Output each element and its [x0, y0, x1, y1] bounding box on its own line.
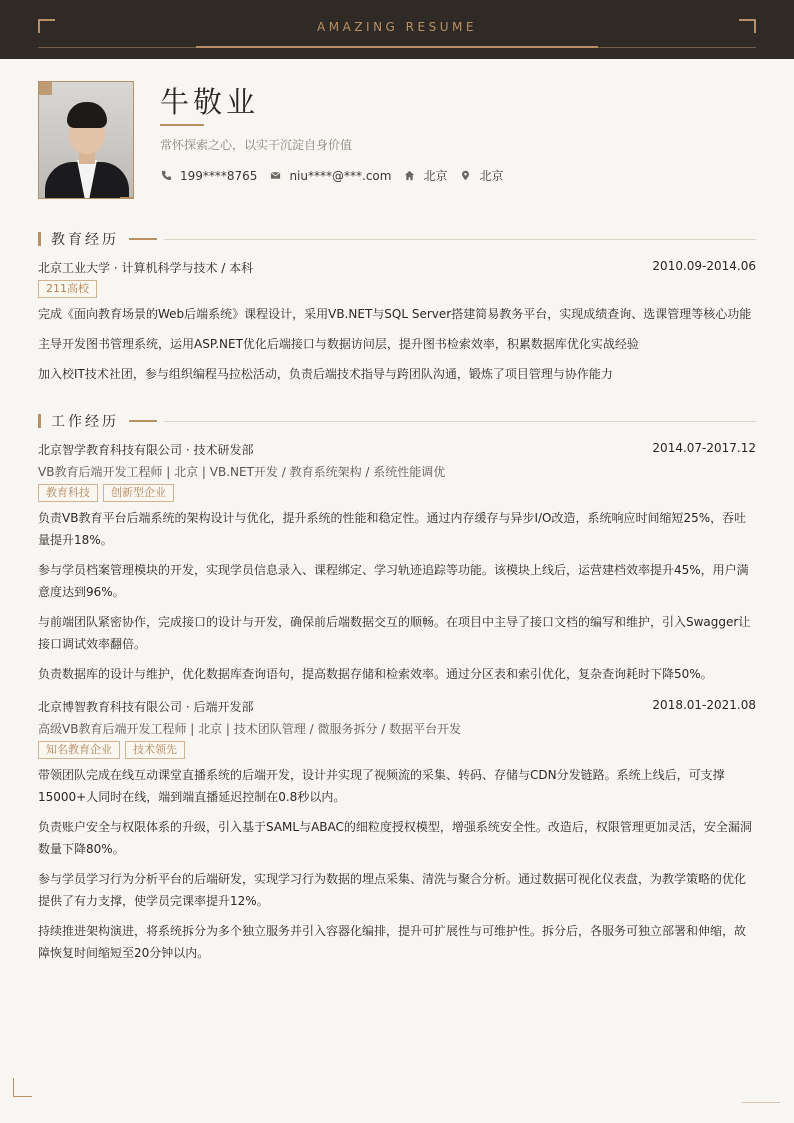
tag-badge: 创新型企业 [103, 484, 174, 502]
job-item: 参与学员学习行为分析平台的后端研发，实现学习行为数据的埋点采集、清洗与聚合分析。通过数据可视化仪表盘，为教学策略的优化提供了有力支撑，使学员完课率提升12%。 [38, 872, 747, 908]
job-dates: 2018.01-2021.08 [652, 698, 756, 712]
name-underline [160, 124, 204, 126]
job-company: 北京博智教育科技有限公司 · 后端开发部 [38, 700, 254, 714]
location-text: 北京 [479, 169, 504, 183]
tag-badge: 技术领先 [125, 741, 185, 759]
education-dates: 2010.09-2014.06 [652, 259, 756, 273]
job-item: 负责数据库的设计与维护，优化数据库查询语句，提高数据存储和检索效率。通过分区表和索引优化，复杂查询耗时下降50%。 [38, 667, 713, 681]
education-item: 主导开发图书管理系统，运用ASP.NET优化后端接口与数据访问层，提升图书检索效率，积累数据库优化实战经验 [38, 337, 639, 351]
email-address: niu****@***.com [289, 168, 392, 183]
candidate-name: 牛敬业 [160, 85, 260, 119]
job-dates: 2014.07-2017.12 [652, 441, 756, 455]
section-divider [164, 239, 756, 240]
resume-header-band [0, 0, 794, 59]
photo-corner-ornament [120, 197, 134, 199]
tag-badge: 教育科技 [38, 484, 98, 502]
job-subtitle: 高级VB教育后端开发工程师 | 北京 | 技术团队管理 / 微服务拆分 / 数据平台开发 [38, 722, 462, 736]
location-pin-icon [459, 169, 471, 183]
job-company: 北京智学教育科技有限公司 · 技术研发部 [38, 443, 254, 457]
photo-corner-ornament [38, 81, 52, 95]
contact-phone [160, 167, 257, 184]
phone-icon [160, 169, 172, 183]
tag-badge: 知名教育企业 [38, 741, 120, 759]
job-tags [38, 484, 174, 502]
job-item: 参与学员档案管理模块的开发，实现学员信息录入、课程绑定、学习轨迹追踪等功能。该模块上线后，运营建档效率提升45%，用户满意度达到96%。 [38, 563, 749, 599]
mail-icon [269, 169, 281, 183]
hometown-text: 北京 [423, 169, 448, 183]
section-divider [164, 421, 756, 422]
footer-line [742, 1102, 780, 1103]
contact-info [160, 167, 515, 184]
corner-ornament [13, 1078, 32, 1097]
header-divider-highlight [196, 46, 598, 48]
tag-badge: 211高校 [38, 280, 97, 298]
job-tags [38, 741, 185, 759]
job-item: 带领团队完成在线互动课堂直播系统的后端开发，设计并实现了视频流的采集、转码、存储与CDN分发链路。系统上线后，可支撑15000+人同时在线，端到端直播延迟控制在0.8秒以内。 [38, 768, 725, 804]
section-title: 教育经历 [51, 232, 119, 248]
section-title: 工作经历 [51, 414, 119, 430]
education-tags [38, 280, 97, 298]
job-subtitle: VB教育后端开发工程师 | 北京 | VB.NET开发 / 教育系统架构 / 系统性能调优 [38, 465, 446, 479]
education-item: 加入校IT技术社团，参与组织编程马拉松活动，负责后端技术指导与跨团队沟通，锻炼了项目管理与协作能力 [38, 367, 613, 381]
job-item: 负责账户安全与权限体系的升级，引入基于SAML与ABAC的细粒度授权模型，增强系统安全性。改造后，权限管理更加灵活，安全漏洞数量下降80%。 [38, 820, 752, 856]
section-header-education [38, 231, 157, 247]
contact-email [269, 167, 391, 184]
phone-number: 199****8765 [180, 168, 258, 183]
education-item: 完成《面向教育场景的Web后端系统》课程设计，采用VB.NET与SQL Server搭建简易教务平台，实现成绩查询、选课管理等核心功能 [38, 307, 752, 321]
home-icon [403, 169, 415, 183]
job-item: 负责VB教育平台后端系统的架构设计与优化，提升系统的性能和稳定性。通过内存缓存与异步I/O改造，系统响应时间缩短25%，吞吐量提升18%。 [38, 511, 747, 547]
brand-title: AMAZING RESUME [317, 20, 477, 34]
candidate-motto: 常怀探索之心，以实干沉淀自身价值 [160, 138, 353, 152]
education-school: 北京工业大学 · 计算机科学与技术 / 本科 [38, 261, 254, 275]
section-header-work [38, 413, 157, 429]
contact-hometown [403, 167, 447, 184]
profile-photo [38, 81, 134, 199]
job-item: 持续推进架构演进，将系统拆分为多个独立服务并引入容器化编排，提升可扩展性与可维护性。拆分后，各服务可独立部署和伸缩，故障恢复时间缩短至20分钟以内。 [38, 924, 747, 960]
contact-location [459, 167, 503, 184]
job-item: 与前端团队紧密协作，完成接口的设计与开发，确保前后端数据交互的顺畅。在项目中主导了接口文档的编写和维护，引入Swagger让接口调试效率翻倍。 [38, 615, 751, 651]
